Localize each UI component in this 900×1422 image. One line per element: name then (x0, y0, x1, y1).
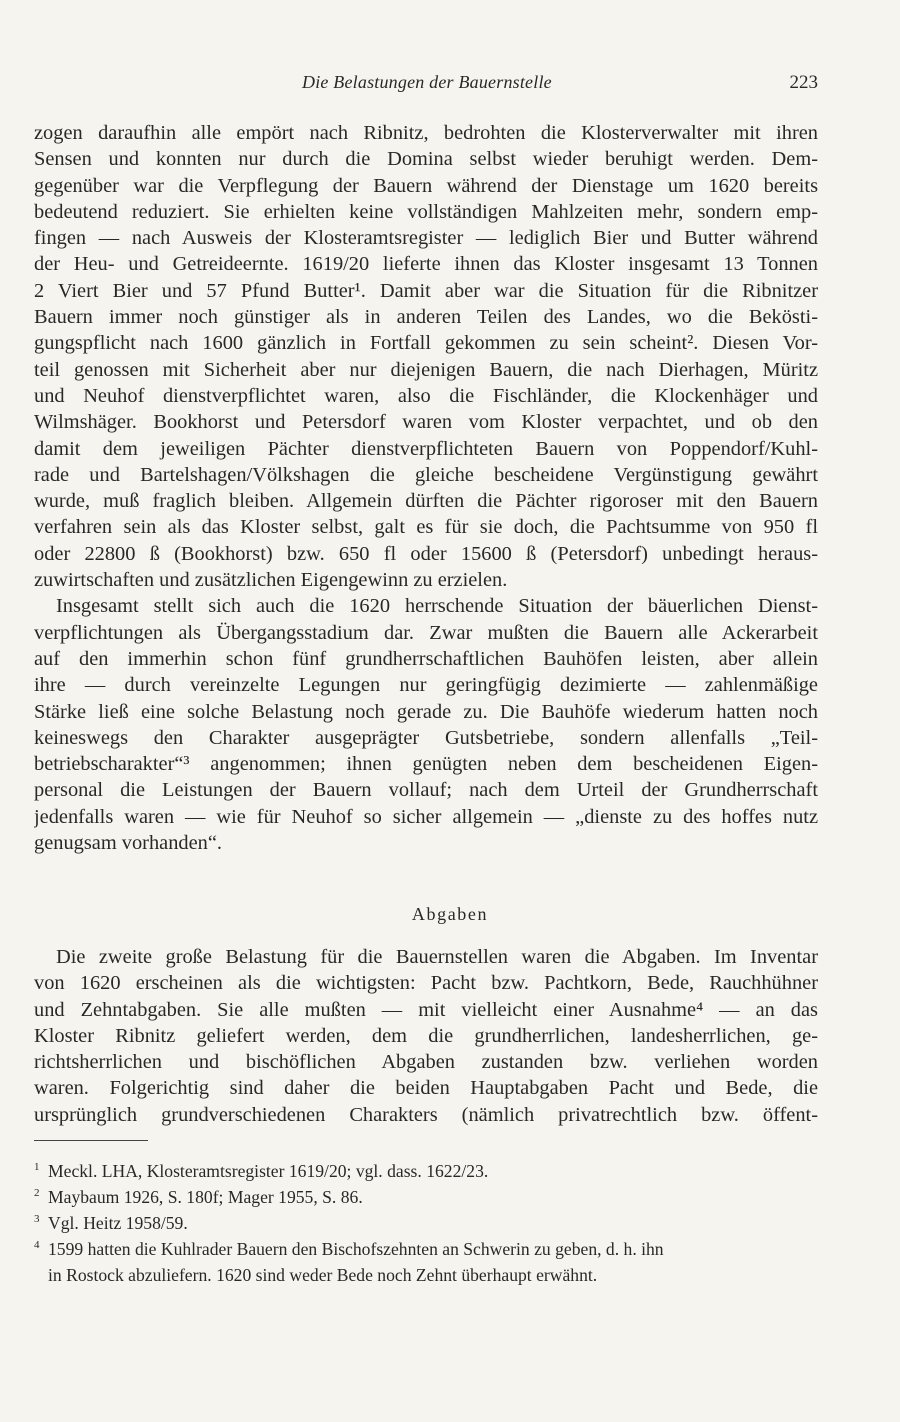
text-line: Wilmshäger. Bookhorst und Petersdorf waren vom Kloster verpachtet, und ob den (34, 411, 818, 434)
text-line: und Zehntabgaben. Sie alle mußten — mit vielleicht einer Ausnahme⁴ — an das (34, 998, 818, 1021)
text-line: personal die Leistungen der Bauern vollauf; nach dem Urteil der Grundherrschaft (34, 779, 818, 802)
text-line: rade und Bartelshagen/Völkshagen die gleiche bescheidene Vergünstigung gewährt (34, 463, 818, 486)
text-line: waren. Folgerichtig sind daher die beiden Hauptabgaben Pacht und Bede, die (34, 1077, 818, 1100)
text-line: betriebscharakter“³ angenommen; ihnen genügten neben dem bescheidenen Eigen- (34, 753, 818, 776)
footnotes (34, 1158, 818, 1288)
text-line: ihre — durch vereinzelte Legungen nur geringfügig dezimierte — zahlenmäßige (34, 674, 818, 697)
footnote-continuation: in Rostock abzuliefern. 1620 sind weder Bede noch Zehnt überhaupt erwähnt. (48, 1265, 598, 1285)
footnote-text: Meckl. LHA, Klosteramtsregister 1619/20; vgl. dass. 1622/23. (48, 1161, 489, 1181)
footnote-number: 3 (34, 1213, 40, 1225)
text-line: keineswegs den Charakter ausgeprägter Gutsbetriebe, sondern allenfalls „Teil- (34, 726, 818, 749)
footnote (34, 1158, 818, 1184)
text-line: Kloster Ribnitz geliefert werden, dem die grundherrlichen, landesherrlichen, ge- (34, 1024, 818, 1047)
text-line: gegenüber war die Verpflegung der Bauern während der Dienstage um 1620 bereits (34, 174, 818, 197)
text-line: bedeutend reduziert. Sie erhielten keine vollständigen Mahlzeiten mehr, sondern emp- (34, 200, 818, 223)
text-line: Insgesamt stellt sich auch die 1620 herrschende Situation der bäuerlichen Dienst- (56, 595, 818, 618)
text-line: Stärke ließ eine solche Belastung noch gerade zu. Die Bauhöfe wiederum hatten noch (34, 700, 818, 723)
footnote (34, 1184, 818, 1210)
text-line: verfahren sein als das Kloster selbst, galt es für sie doch, die Pachtsumme von 950 fl (34, 516, 818, 539)
text-line: fingen — nach Ausweis der Klosteramtsregister — lediglich Bier und Butter während (34, 227, 818, 250)
text-line: Sensen und konnten nur durch die Domina selbst wieder beruhigt werden. Dem- (34, 148, 818, 171)
body-text (34, 944, 818, 1128)
text-line: zogen daraufhin alle empört nach Ribnitz, bedrohten die Klosterverwalter mit ihren (34, 122, 818, 144)
running-header (34, 72, 818, 100)
paragraph (34, 944, 818, 1128)
text-line: ursprünglich grundverschiedenen Charakters (nämlich privatrechtlich bzw. öffent- (34, 1103, 818, 1126)
paragraph (34, 120, 818, 593)
text-line: damit dem jeweiligen Pächter dienstverpflichteten Bauern von Poppendorf/Kuhl- (34, 437, 818, 460)
text-line: teil genossen mit Sicherheit aber nur diejenigen Bauern, die nach Dierhagen, Müritz (34, 358, 818, 381)
text-line: jedenfalls waren — wie für Neuhof so sicher allgemein — „dienste zu des hoffes nutz (34, 805, 818, 828)
text-line: richtsherrlichen und bischöflichen Abgaben zustanden bzw. verliehen worden (34, 1051, 818, 1074)
text-line: verpflichtungen als Übergangsstadium dar. Zwar mußten die Bauern alle Ackerarbeit (34, 621, 818, 644)
section-heading: Abgaben (411, 904, 489, 924)
text-line: von 1620 erscheinen als die wichtigsten: Pacht bzw. Pachtkorn, Bede, Rauchhühner (34, 972, 818, 995)
footnote-text: 1599 hatten die Kuhlrader Bauern den Bischofszehnten an Schwerin zu geben, d. h. ihn (48, 1239, 664, 1259)
text-line: Bauern immer noch günstiger als in anderen Teilen des Landes, wo die Beköstі- (34, 306, 818, 329)
footnote-text: Maybaum 1926, S. 180f; Mager 1955, S. 86. (48, 1187, 363, 1207)
text-line: zuwirtschaften und zusätzlichen Eigengewinn zu erzielen. (34, 569, 508, 592)
text-line: und Neuhof dienstverpflichtet waren, also die Fischländer, die Klockenhäger und (34, 384, 818, 407)
text-line: genugsam vorhanden“. (34, 832, 222, 855)
text-line: der Heu- und Getreideernte. 1619/20 lieferte ihnen das Kloster insgesamt 13 Tonnen (34, 253, 818, 276)
footnote-text: Vgl. Heitz 1958/59. (48, 1213, 188, 1233)
text-line: Die zweite große Belastung für die Bauernstellen waren die Abgaben. Im Inventar (56, 946, 818, 968)
body-text (34, 120, 818, 856)
footnote-number: 2 (34, 1187, 40, 1199)
page-number: 223 (789, 72, 818, 93)
text-line: oder 22800 ß (Bookhorst) bzw. 650 fl oder 15600 ß (Petersdorf) unbedingt heraus- (34, 542, 818, 565)
footnote-number: 1 (34, 1161, 40, 1173)
footnote-number: 4 (34, 1239, 40, 1251)
footnote (34, 1236, 818, 1262)
text-line: auf den immerhin schon fünf grundherrschaftlichen Bauhöfen leisten, aber allein (34, 647, 818, 670)
text-line: wurde, muß fraglich bleiben. Allgemein dürften die Pächter rigoroser mit den Bauern (34, 490, 818, 513)
footnote (34, 1210, 818, 1236)
text-line: 2 Viert Bier und 57 Pfund Butter¹. Damit aber war die Situation für die Ribnitzer (34, 279, 818, 302)
text-line: gungspflicht nach 1600 gänzlich in Fortfall gekommen zu sein scheint². Diesen Vor- (34, 332, 818, 355)
running-title: Die Belastungen der Bauernstelle (302, 72, 552, 92)
footnote-divider (34, 1140, 148, 1141)
paragraph (34, 593, 818, 856)
